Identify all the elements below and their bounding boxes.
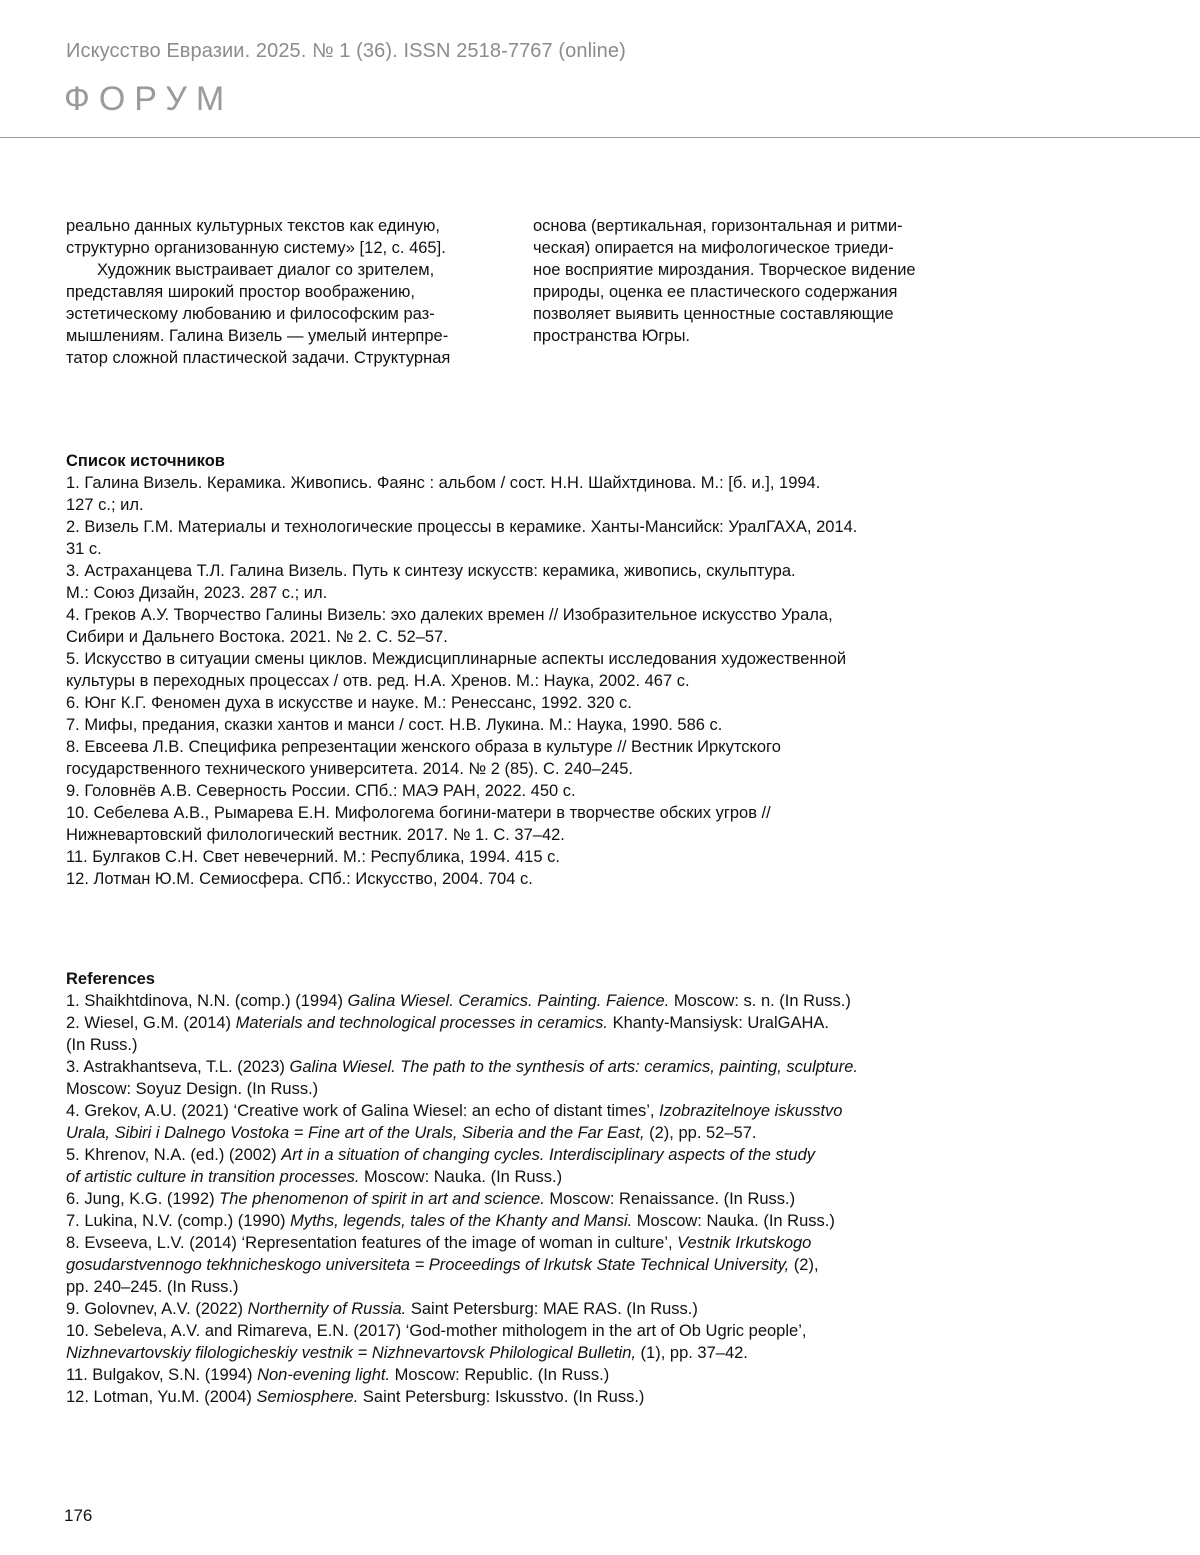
reference-text: 11. Bulgakov, S.N. (1994) bbox=[66, 1366, 258, 1384]
reference-title-italic: The phenomenon of spirit in art and science. bbox=[219, 1190, 545, 1208]
reference-text: Moscow: Soyuz Design. (In Russ.) bbox=[66, 1080, 319, 1098]
body-text-line: природы, оценка ее пластического содержания bbox=[533, 283, 898, 301]
running-head: Искусство Евразии. 2025. № 1 (36). ISSN 2518-7767 (online) bbox=[66, 40, 626, 62]
reference-item-line bbox=[66, 990, 966, 1012]
source-item-line: Нижневартовский филологический вестник. 2017. № 1. С. 37–42. bbox=[66, 826, 565, 844]
body-text-line: татор сложной пластической задачи. Структурная bbox=[66, 349, 451, 367]
body-text-line: Художник выстраивает диалог со зрителем, bbox=[97, 261, 435, 279]
source-item bbox=[66, 780, 966, 802]
reference-text: Saint Petersburg: MAE RAS. (In Russ.) bbox=[406, 1300, 698, 1318]
reference-item-line bbox=[66, 1364, 966, 1386]
reference-item-line bbox=[66, 1298, 966, 1320]
source-item bbox=[66, 692, 966, 714]
source-item-line: 12. Лотман Ю.М. Семиосфера. СПб.: Искусство, 2004. 704 с. bbox=[66, 870, 533, 888]
reference-title-italic: Semiosphere. bbox=[256, 1388, 359, 1406]
body-column-right bbox=[533, 215, 958, 347]
reference-text: (2), pp. 52–57. bbox=[644, 1124, 757, 1142]
reference-title-italic: Izobrazitelnoye iskusstvo bbox=[659, 1102, 843, 1120]
reference-item bbox=[66, 1188, 966, 1210]
page-number: 176 bbox=[64, 1506, 93, 1525]
reference-item bbox=[66, 1298, 966, 1320]
reference-title-italic: Non-evening light. bbox=[257, 1366, 391, 1384]
source-item-line: 1. Галина Визель. Керамика. Живопись. Фаянс : альбом / сост. Н.Н. Шайхтдинова. М.: [б. и.], 1994. bbox=[66, 474, 821, 492]
reference-item-line bbox=[66, 1056, 966, 1078]
reference-text: (In Russ.) bbox=[66, 1036, 138, 1054]
source-item-line: 11. Булгаков С.Н. Свет невечерний. М.: Республика, 1994. 415 с. bbox=[66, 848, 560, 866]
source-item-line: 6. Юнг К.Г. Феномен духа в искусстве и науке. М.: Ренессанс, 1992. 320 с. bbox=[66, 694, 632, 712]
reference-text: 12. Lotman, Yu.M. (2004) bbox=[66, 1388, 257, 1406]
reference-text: Moscow: Renaissance. (In Russ.) bbox=[544, 1190, 796, 1208]
source-item-line: 8. Евсеева Л.В. Специфика репрезентации женского образа в культуре // Вестник Иркутского bbox=[66, 738, 781, 756]
source-item-line: 2. Визель Г.М. Материалы и технологические процессы в керамике. Ханты-Мансийск: УралГАХА, 2014. bbox=[66, 518, 858, 536]
source-item bbox=[66, 714, 966, 736]
reference-text: 9. Golovnev, A.V. (2022) bbox=[66, 1300, 248, 1318]
reference-text: 1. Shaikhtdinova, N.N. (comp.) (1994) bbox=[66, 992, 348, 1010]
reference-item-line bbox=[66, 1320, 966, 1342]
reference-item bbox=[66, 1144, 966, 1188]
reference-item-line bbox=[66, 1342, 966, 1364]
reference-item bbox=[66, 1210, 966, 1232]
reference-text: 6. Jung, K.G. (1992) bbox=[66, 1190, 220, 1208]
source-item-line: 4. Греков А.У. Творчество Галины Визель: эхо далеких времен // Изобразительное искусство Урала, bbox=[66, 606, 833, 624]
reference-title-italic: Myths, legends, tales of the Khanty and Mansi. bbox=[290, 1212, 633, 1230]
reference-item bbox=[66, 1320, 966, 1364]
reference-item-line bbox=[66, 1386, 966, 1408]
body-text-line: эстетическому любованию и философским раз- bbox=[66, 305, 435, 323]
reference-text: Khanty-Mansiysk: UralGAHA. bbox=[607, 1014, 829, 1032]
sources-heading: Список источников bbox=[66, 452, 225, 470]
source-item-line: культуры в переходных процессах / отв. ред. Н.А. Хренов. М.: Наука, 2002. 467 с. bbox=[66, 672, 690, 690]
source-item bbox=[66, 802, 966, 846]
reference-item-line bbox=[66, 1100, 966, 1122]
reference-title-italic: Nizhnevartovskiy filologicheskiy vestnik = Nizhnevartovsk Philological Bulletin, bbox=[66, 1344, 636, 1362]
source-item bbox=[66, 560, 966, 604]
reference-text: (2), bbox=[789, 1256, 819, 1274]
source-item-line: М.: Союз Дизайн, 2023. 287 с.; ил. bbox=[66, 584, 328, 602]
reference-text: 7. Lukina, N.V. (comp.) (1990) bbox=[66, 1212, 291, 1230]
body-text-line: структурно организованную систему» [12, с. 465]. bbox=[66, 239, 446, 257]
reference-text: 2. Wiesel, G.M. (2014) bbox=[66, 1014, 236, 1032]
reference-text: Moscow: s. n. (In Russ.) bbox=[669, 992, 851, 1010]
body-text-line: ное восприятие мироздания. Творческое видение bbox=[533, 261, 916, 279]
header-rule bbox=[0, 137, 1200, 138]
reference-text: (1), pp. 37–42. bbox=[635, 1344, 748, 1362]
reference-item bbox=[66, 1100, 966, 1144]
reference-item-line bbox=[66, 1122, 966, 1144]
reference-title-italic: Urala, Sibiri i Dalnego Vostoka = Fine art of the Urals, Siberia and the Far East, bbox=[66, 1124, 645, 1142]
reference-item-line bbox=[66, 1276, 966, 1298]
references-heading: References bbox=[66, 970, 155, 988]
section-title: ФОРУМ bbox=[64, 80, 234, 118]
reference-item-line bbox=[66, 1034, 966, 1056]
reference-text: 3. Astrakhantseva, T.L. (2023) bbox=[66, 1058, 290, 1076]
sources-list-ru bbox=[66, 450, 966, 890]
body-text-line: пространства Югры. bbox=[533, 327, 691, 345]
reference-item-line bbox=[66, 1078, 966, 1100]
references-items bbox=[66, 990, 966, 1408]
reference-text: 10. Sebeleva, A.V. and Rimareva, E.N. (2017) ‘God-mother mithologem in the art of Ob Ugric people’, bbox=[66, 1322, 807, 1340]
source-item-line: государственного технического университета. 2014. № 2 (85). С. 240–245. bbox=[66, 760, 633, 778]
source-item-line: Сибири и Дальнего Востока. 2021. № 2. С. 52–57. bbox=[66, 628, 448, 646]
reference-text: Moscow: Nauka. (In Russ.) bbox=[632, 1212, 835, 1230]
sources-items bbox=[66, 472, 966, 890]
reference-title-italic: Art in a situation of changing cycles. Interdisciplinary aspects of the study bbox=[281, 1146, 815, 1164]
reference-title-italic: Northernity of Russia. bbox=[247, 1300, 407, 1318]
reference-item-line bbox=[66, 1232, 966, 1254]
reference-item bbox=[66, 1056, 966, 1100]
reference-text: 5. Khrenov, N.A. (ed.) (2002) bbox=[66, 1146, 282, 1164]
reference-item-line bbox=[66, 1012, 966, 1034]
body-text-line: мышлениям. Галина Визель — умелый интерпре- bbox=[66, 327, 449, 345]
reference-item-line bbox=[66, 1188, 966, 1210]
reference-text: pp. 240–245. (In Russ.) bbox=[66, 1278, 239, 1296]
body-column-left bbox=[66, 215, 491, 369]
body-text-line: позволяет выявить ценностные составляющие bbox=[533, 305, 894, 323]
reference-title-italic: Materials and technological processes in ceramics. bbox=[235, 1014, 608, 1032]
source-item-line: 7. Мифы, предания, сказки хантов и манси / сост. Н.В. Лукина. М.: Наука, 1990. 586 с. bbox=[66, 716, 723, 734]
body-text-line: представляя широкий простор воображению, bbox=[66, 283, 415, 301]
reference-title-italic: Vestnik Irkutskogo bbox=[677, 1234, 812, 1252]
body-text-line: реально данных культурных текстов как единую, bbox=[66, 217, 441, 235]
reference-text: 8. Evseeva, L.V. (2014) ‘Representation features of the image of woman in culture’, bbox=[66, 1234, 678, 1252]
references-list-en bbox=[66, 968, 966, 1408]
body-text-line: основа (вертикальная, горизонтальная и ритми- bbox=[533, 217, 903, 235]
reference-item-line bbox=[66, 1210, 966, 1232]
reference-title-italic: Galina Wiesel. Ceramics. Painting. Faience. bbox=[347, 992, 670, 1010]
reference-item-line bbox=[66, 1144, 966, 1166]
reference-item bbox=[66, 990, 966, 1012]
reference-item bbox=[66, 1364, 966, 1386]
source-item-line: 5. Искусство в ситуации смены циклов. Междисциплинарные аспекты исследования художественной bbox=[66, 650, 847, 668]
source-item-line: 31 с. bbox=[66, 540, 102, 558]
reference-item bbox=[66, 1012, 966, 1056]
source-item bbox=[66, 516, 966, 560]
source-item bbox=[66, 472, 966, 516]
source-item-line: 10. Себелева А.В., Рымарева Е.Н. Мифологема богини-матери в творчестве обских угров // bbox=[66, 804, 771, 822]
reference-item-line bbox=[66, 1254, 966, 1276]
body-text-line: ческая) опирается на мифологическое триеди- bbox=[533, 239, 894, 257]
reference-title-italic: of artistic culture in transition processes. bbox=[66, 1168, 360, 1186]
source-item bbox=[66, 604, 966, 648]
source-item bbox=[66, 846, 966, 868]
source-item bbox=[66, 736, 966, 780]
reference-text: Moscow: Republic. (In Russ.) bbox=[390, 1366, 610, 1384]
source-item bbox=[66, 648, 966, 692]
source-item bbox=[66, 868, 966, 890]
reference-title-italic: gosudarstvennogo tekhnicheskogo universiteta = Proceedings of Irkutsk State Technical University, bbox=[66, 1256, 790, 1274]
source-item-line: 3. Астраханцева Т.Л. Галина Визель. Путь к синтезу искусств: керамика, живопись, скульптура. bbox=[66, 562, 796, 580]
reference-text: Saint Petersburg: Iskusstvo. (In Russ.) bbox=[358, 1388, 645, 1406]
source-item-line: 127 с.; ил. bbox=[66, 496, 144, 514]
reference-title-italic: Galina Wiesel. The path to the synthesis of arts: ceramics, painting, sculpture. bbox=[289, 1058, 858, 1076]
reference-item bbox=[66, 1232, 966, 1298]
source-item-line: 9. Головнёв А.В. Северность России. СПб.: МАЭ РАН, 2022. 450 с. bbox=[66, 782, 576, 800]
reference-text: Moscow: Nauka. (In Russ.) bbox=[359, 1168, 563, 1186]
reference-item-line bbox=[66, 1166, 966, 1188]
reference-text: 4. Grekov, A.U. (2021) ‘Creative work of Galina Wiesel: an echo of distant times’, bbox=[66, 1102, 660, 1120]
reference-item bbox=[66, 1386, 966, 1408]
